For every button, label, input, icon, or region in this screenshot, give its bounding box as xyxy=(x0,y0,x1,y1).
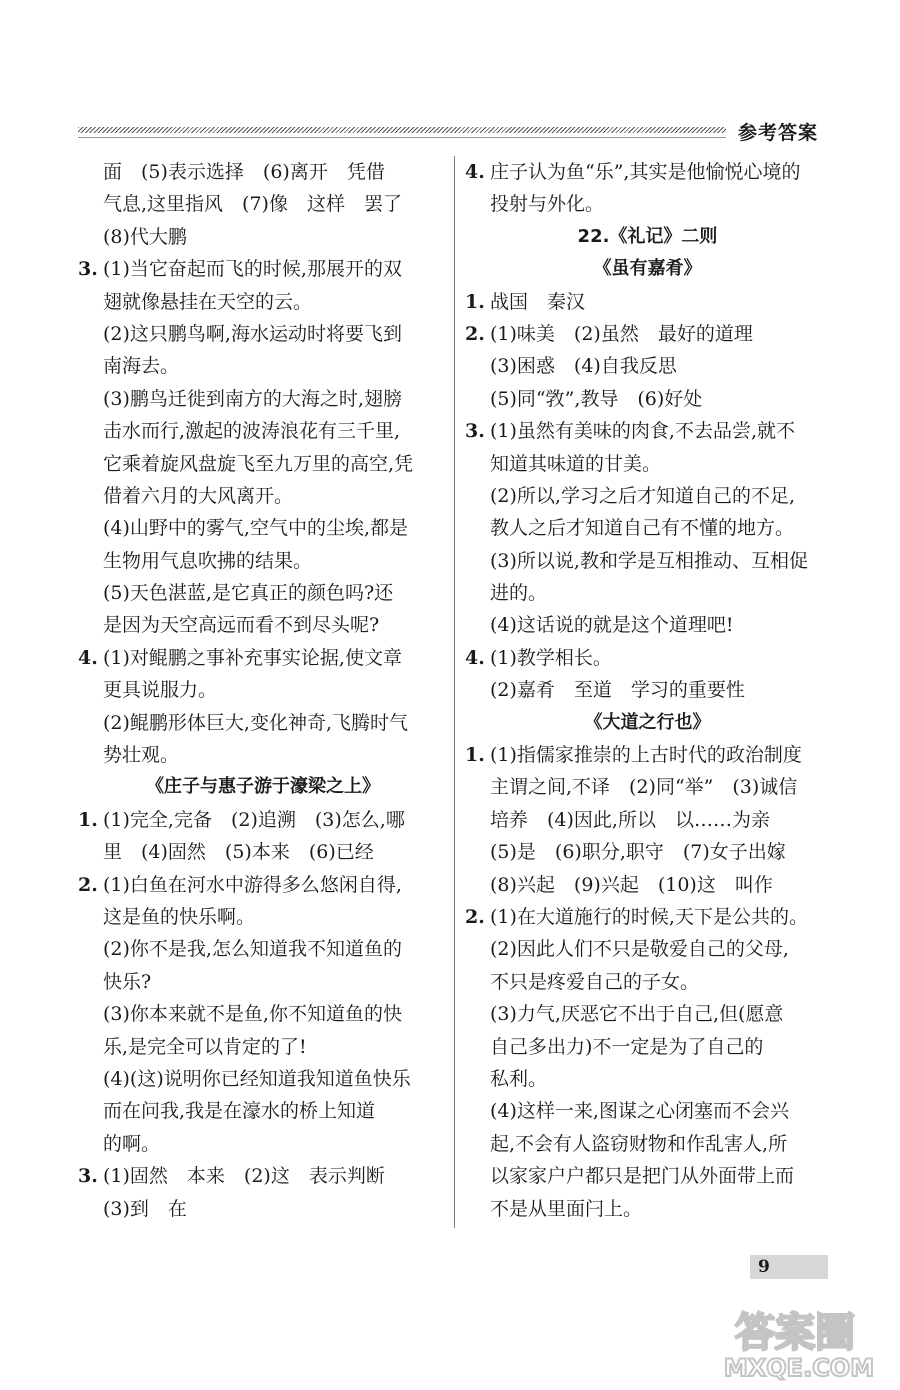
answer-line xyxy=(78,512,448,544)
left-column xyxy=(78,156,448,1225)
answer-line xyxy=(78,545,448,577)
answer-line xyxy=(465,933,830,965)
answer-text: (4)这话说的就是这个道理吧! xyxy=(490,614,734,637)
answer-text: 击水而行,激起的波涛浪花有三千里, xyxy=(103,420,401,443)
answer-line xyxy=(465,512,830,544)
answer-text: (1)固然 本来 (2)这 表示判断 xyxy=(103,1165,385,1188)
answer-text: 快乐? xyxy=(103,970,152,993)
answer-line xyxy=(465,415,830,447)
answer-line xyxy=(78,1031,448,1063)
answer-text: (3)鹏鸟迁徙到南方的大海之时,翅膀 xyxy=(103,387,402,410)
answer-text: 知道其味道的甘美。 xyxy=(490,452,662,475)
answer-text: (2)所以,学习之后才知道自己的不足, xyxy=(490,484,795,507)
answer-text: 而在问我,我是在濠水的桥上知道 xyxy=(103,1100,376,1123)
answer-line xyxy=(465,350,830,382)
answer-text: (2)嘉肴 至道 学习的重要性 xyxy=(490,679,745,702)
header-rule-thin xyxy=(78,137,726,138)
answer-text: 气息,这里指风 (7)像 这样 罢了 xyxy=(103,193,402,216)
answer-line xyxy=(78,1193,448,1225)
answer-text: (3)所以说,教和学是互相推动、互相促 xyxy=(490,549,808,572)
answer-line xyxy=(78,609,448,641)
section-heading: 《庄子与惠子游于濠梁之上》 xyxy=(146,776,380,798)
answer-text: 翅就像悬挂在天空的云。 xyxy=(103,290,313,313)
answer-line xyxy=(78,869,448,901)
answer-line xyxy=(78,221,448,253)
answer-line xyxy=(78,1095,448,1127)
page-number: 9 xyxy=(758,1257,770,1277)
answer-text: (1)指儒家推崇的上古时代的政治制度 xyxy=(490,744,802,767)
answer-text: (5)是 (6)职分,职守 (7)女子出嫁 xyxy=(490,841,786,864)
answer-line xyxy=(465,318,830,350)
page-number-box xyxy=(750,1255,828,1279)
answer-text: (4)这样一来,图谋之心闭塞而不会兴 xyxy=(490,1100,789,1123)
answer-text: (1)白鱼在河水中游得多么悠闲自得, xyxy=(103,873,402,896)
answer-line xyxy=(465,545,830,577)
answer-line xyxy=(465,480,830,512)
question-number: 3. xyxy=(465,420,485,443)
question-number: 1. xyxy=(465,744,485,767)
answer-line xyxy=(465,674,830,706)
answer-text: 私利。 xyxy=(490,1067,548,1090)
answer-text: (4)山野中的雾气,空气中的尘埃,都是 xyxy=(103,517,408,540)
answer-text: 是因为天空高远而看不到尽头呢? xyxy=(103,614,380,637)
question-number: 3. xyxy=(78,258,98,281)
answer-line xyxy=(78,998,448,1030)
answer-text: 生物用气息吹拂的结果。 xyxy=(103,549,313,572)
answer-line xyxy=(78,642,448,674)
answer-text: (2)你不是我,怎么知道我不知道鱼的 xyxy=(103,938,402,961)
answer-line xyxy=(465,901,830,933)
answer-line xyxy=(465,642,830,674)
question-number: 2. xyxy=(78,873,98,896)
answer-text: 投射与外化。 xyxy=(490,193,605,216)
answer-line xyxy=(78,156,448,188)
answer-line xyxy=(465,804,830,836)
answer-line xyxy=(465,1095,830,1127)
answer-text: 教人之后才知道自己有不懂的地方。 xyxy=(490,517,795,540)
answer-text: 培养 (4)因此,所以 以……为亲 xyxy=(490,808,770,831)
answer-text: (1)对鲲鹏之事补充事实论据,使文章 xyxy=(103,646,402,669)
answer-text: 借着六月的大风离开。 xyxy=(103,484,294,507)
section-heading: 22.《礼记》二则 xyxy=(577,225,718,247)
answer-text: (3)困惑 (4)自我反思 xyxy=(490,355,677,378)
answer-text: 起,不会有人盗窃财物和作乱害人,所 xyxy=(490,1132,788,1155)
answer-text: 自己多出力)不一定是为了自己的 xyxy=(490,1035,764,1058)
answer-text: (4)(这)说明你已经知道我知道鱼快乐 xyxy=(103,1067,411,1090)
answer-line xyxy=(78,933,448,965)
answer-line xyxy=(78,1128,448,1160)
question-number: 4. xyxy=(465,161,485,183)
answer-line xyxy=(78,253,448,285)
answer-text: (2)因此人们不只是敬爱自己的父母, xyxy=(490,938,789,961)
answer-line xyxy=(465,1160,830,1192)
answer-line xyxy=(78,188,448,220)
answer-line xyxy=(465,286,830,318)
answer-text: 面 (5)表示选择 (6)离开 凭借 xyxy=(103,161,385,183)
answer-text: (1)完全,完备 (2)追溯 (3)怎么,哪 xyxy=(103,808,405,831)
section-heading: 《大道之行也》 xyxy=(584,711,711,733)
answer-line xyxy=(78,707,448,739)
watermark-logo xyxy=(695,1300,895,1382)
question-number: 4. xyxy=(465,646,485,669)
answer-text: 不只是疼爱自己的子女。 xyxy=(490,970,700,993)
answer-line xyxy=(78,383,448,415)
answer-text: 主谓之间,不译 (2)同“举” (3)诚信 xyxy=(490,776,798,799)
answer-text: (1)虽然有美味的肉食,不去品尝,就不 xyxy=(490,420,795,443)
answer-line xyxy=(78,901,448,933)
header-rule xyxy=(78,127,726,133)
answer-line xyxy=(78,480,448,512)
answer-line xyxy=(465,836,830,868)
page-header-title: 参考答案 xyxy=(738,122,819,144)
answer-line xyxy=(465,869,830,901)
answer-line xyxy=(78,318,448,350)
answer-text: (5)同“敩”,教导 (6)好处 xyxy=(490,387,703,410)
question-number: 1. xyxy=(465,290,485,313)
answer-text: 进的。 xyxy=(490,582,548,605)
answer-text: (3)力气,厌恶它不出于自己,但(愿意 xyxy=(490,1003,784,1026)
answer-line xyxy=(465,383,830,415)
answer-line xyxy=(78,1160,448,1192)
answer-line xyxy=(78,674,448,706)
answer-text: 更具说服力。 xyxy=(103,679,218,702)
answer-line xyxy=(465,188,830,220)
question-number: 3. xyxy=(78,1165,98,1188)
answer-line xyxy=(78,966,448,998)
answer-line xyxy=(78,415,448,447)
question-number: 2. xyxy=(465,322,485,345)
answer-text: 以家家户户都只是把门从外面带上而 xyxy=(490,1165,795,1188)
answer-line xyxy=(78,804,448,836)
answer-line xyxy=(465,1063,830,1095)
answer-text: (1)味美 (2)虽然 最好的道理 xyxy=(490,322,753,345)
answer-line xyxy=(78,836,448,868)
answer-line xyxy=(465,1128,830,1160)
question-number: 1. xyxy=(78,808,98,831)
answer-text: (1)当它奋起而飞的时候,那展开的双 xyxy=(103,258,402,281)
question-number: 4. xyxy=(78,646,98,669)
answer-line xyxy=(465,966,830,998)
answer-text: (1)教学相长。 xyxy=(490,646,612,669)
answer-line xyxy=(78,577,448,609)
answer-text: (5)天色湛蓝,是它真正的颜色吗?还 xyxy=(103,582,394,605)
answer-line xyxy=(465,156,830,188)
answer-text: 它乘着旋风盘旋飞至九万里的高空,凭 xyxy=(103,452,414,475)
watermark-top-text: 答案圈 xyxy=(735,1310,855,1356)
answer-text: 不是从里面闩上。 xyxy=(490,1197,643,1220)
answer-line xyxy=(78,739,448,771)
answer-line xyxy=(78,1063,448,1095)
answer-line xyxy=(78,350,448,382)
answer-text: 南海去。 xyxy=(103,355,180,378)
answer-line xyxy=(465,1031,830,1063)
answer-line xyxy=(78,448,448,480)
answer-line xyxy=(465,771,830,803)
section-heading: 《虽有嘉肴》 xyxy=(593,258,702,280)
watermark-bottom-text: MXQE.COM xyxy=(723,1354,875,1382)
answer-text: 这是鱼的快乐啊。 xyxy=(103,905,256,928)
answer-text: 的啊。 xyxy=(103,1132,161,1155)
answer-text: (3)你本来就不是鱼,你不知道鱼的快 xyxy=(103,1003,402,1026)
answer-text: 庄子认为鱼“乐”,其实是他愉悦心境的 xyxy=(490,161,801,183)
answer-line xyxy=(465,739,830,771)
answer-line xyxy=(465,998,830,1030)
answer-line xyxy=(465,448,830,480)
answer-line xyxy=(465,577,830,609)
question-number: 2. xyxy=(465,905,485,928)
answer-text: 里 (4)固然 (5)本来 (6)已经 xyxy=(103,841,374,864)
answer-text: 势壮观。 xyxy=(103,744,180,767)
answer-text: (3)到 在 xyxy=(103,1197,187,1220)
answer-text: (2)这只鹏鸟啊,海水运动时将要飞到 xyxy=(103,322,402,345)
answer-text: (2)鲲鹏形体巨大,变化神奇,飞腾时气 xyxy=(103,711,408,734)
right-column xyxy=(465,156,830,1225)
answer-text: (8)兴起 (9)兴起 (10)这 叫作 xyxy=(490,873,773,896)
answer-text: 战国 秦汉 xyxy=(490,290,586,313)
answer-text: 乐,是完全可以肯定的了! xyxy=(103,1035,307,1058)
column-divider xyxy=(454,156,455,1228)
answer-line xyxy=(465,609,830,641)
answer-text: (8)代大鹏 xyxy=(103,225,187,248)
answer-line xyxy=(465,1193,830,1225)
answer-text: (1)在大道施行的时候,天下是公共的。 xyxy=(490,905,808,928)
answer-line xyxy=(78,286,448,318)
